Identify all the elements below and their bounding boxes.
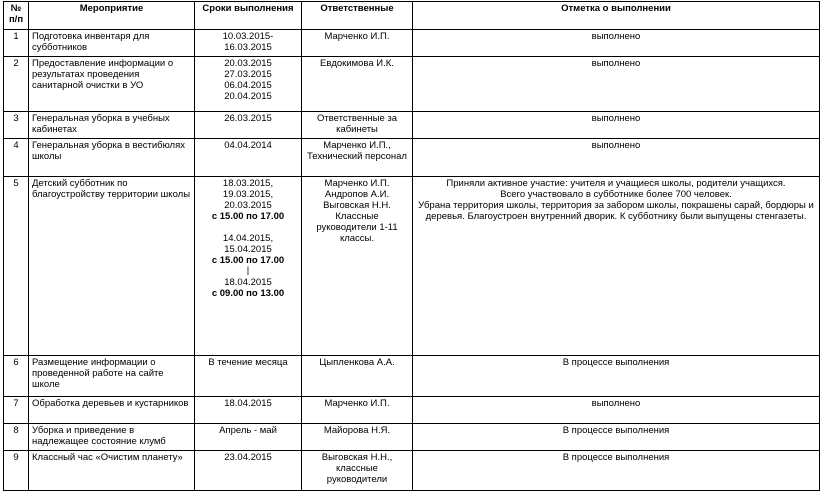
date-line: 14.04.2015,	[222, 233, 274, 244]
table-row	[4, 397, 820, 424]
date-line: 06.04.2015	[224, 80, 272, 91]
date-line: 19.03.2015,	[222, 189, 274, 200]
header-num: № п/п	[4, 2, 29, 30]
status-line: выполнено	[591, 58, 641, 69]
table-row	[4, 57, 820, 112]
table-row	[4, 177, 820, 356]
date-line: 20.03.2015	[224, 200, 272, 211]
table-row	[4, 451, 820, 491]
row-dates	[195, 451, 302, 491]
status-line: выполнено	[591, 113, 641, 124]
header-status: Отметка о выполнении	[413, 2, 820, 30]
row-status	[413, 451, 820, 491]
row-num: 5	[4, 177, 29, 356]
row-event: Генеральная уборка в учебных кабинетах	[29, 112, 195, 139]
row-num: 9	[4, 451, 29, 491]
row-event: Детский субботник по благоустройству территории школы	[29, 177, 195, 356]
row-responsible: Ответственные за кабинеты	[302, 112, 413, 139]
date-line: 04.04.2014	[224, 140, 272, 151]
row-status	[413, 424, 820, 451]
row-event: Подготовка инвентаря для субботников	[29, 30, 195, 57]
row-status	[413, 30, 820, 57]
status-line: В процессе выполнения	[562, 357, 670, 368]
row-dates	[195, 177, 302, 356]
status-line: В процессе выполнения	[562, 425, 670, 436]
row-num: 4	[4, 139, 29, 177]
row-responsible: Евдокимова И.К.	[302, 57, 413, 112]
date-line: 20.03.2015	[224, 58, 272, 69]
date-line: 18.04.2015	[224, 398, 272, 409]
table-header-row	[4, 2, 820, 30]
date-line: Апрель - май	[219, 425, 277, 436]
status-line: выполнено	[591, 398, 641, 409]
row-num: 6	[4, 356, 29, 397]
activity-table	[3, 1, 820, 491]
time-range: с 09.00 по 13.00	[211, 288, 285, 299]
row-event: Классный час «Очистим планету»	[29, 451, 195, 491]
row-num: 7	[4, 397, 29, 424]
status-line: Приняли активное участие: учителя и учащиеся школы, родители учащихся.	[446, 178, 786, 189]
row-dates	[195, 356, 302, 397]
row-dates	[195, 397, 302, 424]
header-event: Мероприятие	[29, 2, 195, 30]
row-event: Размещение информации о проведенной работе на сайте школе	[29, 356, 195, 397]
date-line: 18.03.2015,	[222, 178, 274, 189]
row-dates	[195, 424, 302, 451]
row-status	[413, 356, 820, 397]
header-responsible: Ответственные	[302, 2, 413, 30]
date-line: В течение месяца	[208, 357, 288, 368]
row-responsible: Выговская Н.Н., классные руководители	[302, 451, 413, 491]
row-status	[413, 57, 820, 112]
row-status	[413, 112, 820, 139]
status-line: выполнено	[591, 31, 641, 42]
row-num: 8	[4, 424, 29, 451]
status-line: Убрана территория школы, территория за забором школы, покрашены сарай, бордюры и деревья. Благоустроен внутренний дворик. К субботнику были выпущены стенгазеты.	[418, 200, 814, 222]
row-responsible: Марченко И.П.	[302, 30, 413, 57]
time-range: с 15.00 по 17.00	[211, 255, 285, 266]
status-line: Всего участвовало в субботнике более 700 человек.	[500, 189, 732, 200]
row-responsible: Марченко И.П.	[302, 397, 413, 424]
row-dates	[195, 112, 302, 139]
date-line: 27.03.2015	[224, 69, 272, 80]
row-dates	[195, 57, 302, 112]
row-event: Предоставление информации о результатах проведения санитарной очистки в УО	[29, 57, 195, 112]
date-line: 20.04.2015	[224, 91, 272, 102]
table-row	[4, 30, 820, 57]
date-line: 15.04.2015	[224, 244, 272, 255]
time-range: с 15.00 по 17.00	[211, 211, 285, 222]
header-dates: Сроки выполнения	[195, 2, 302, 30]
date-line: 16.03.2015	[224, 42, 272, 53]
spacer	[198, 222, 298, 233]
row-event: Уборка и приведение в надлежащее состояние клумб	[29, 424, 195, 451]
row-responsible: Марченко И.П., Технический персонал	[302, 139, 413, 177]
row-num: 1	[4, 30, 29, 57]
row-dates	[195, 139, 302, 177]
status-line: В процессе выполнения	[562, 452, 670, 463]
row-responsible: Цыпленкова А.А.	[302, 356, 413, 397]
status-line: выполнено	[591, 140, 641, 151]
row-responsible: Майорова Н.Я.	[302, 424, 413, 451]
row-num: 2	[4, 57, 29, 112]
row-status	[413, 139, 820, 177]
row-responsible: Марченко И.П. Андропов А.И. Выговская Н.Н. Классные руководители 1-11 классы.	[302, 177, 413, 356]
table-row	[4, 424, 820, 451]
separator-mark: |	[246, 265, 250, 276]
row-status	[413, 177, 820, 356]
table-row	[4, 356, 820, 397]
date-line: 18.04.2015	[224, 277, 272, 288]
table-row	[4, 139, 820, 177]
date-line: 10.03.2015-	[222, 31, 274, 42]
row-event: Генеральная уборка в вестибюлях школы	[29, 139, 195, 177]
row-event: Обработка деревьев и кустарников	[29, 397, 195, 424]
row-dates	[195, 30, 302, 57]
table-row	[4, 112, 820, 139]
row-status	[413, 397, 820, 424]
row-num: 3	[4, 112, 29, 139]
date-line: 26.03.2015	[224, 113, 272, 124]
date-line: 23.04.2015	[224, 452, 272, 463]
